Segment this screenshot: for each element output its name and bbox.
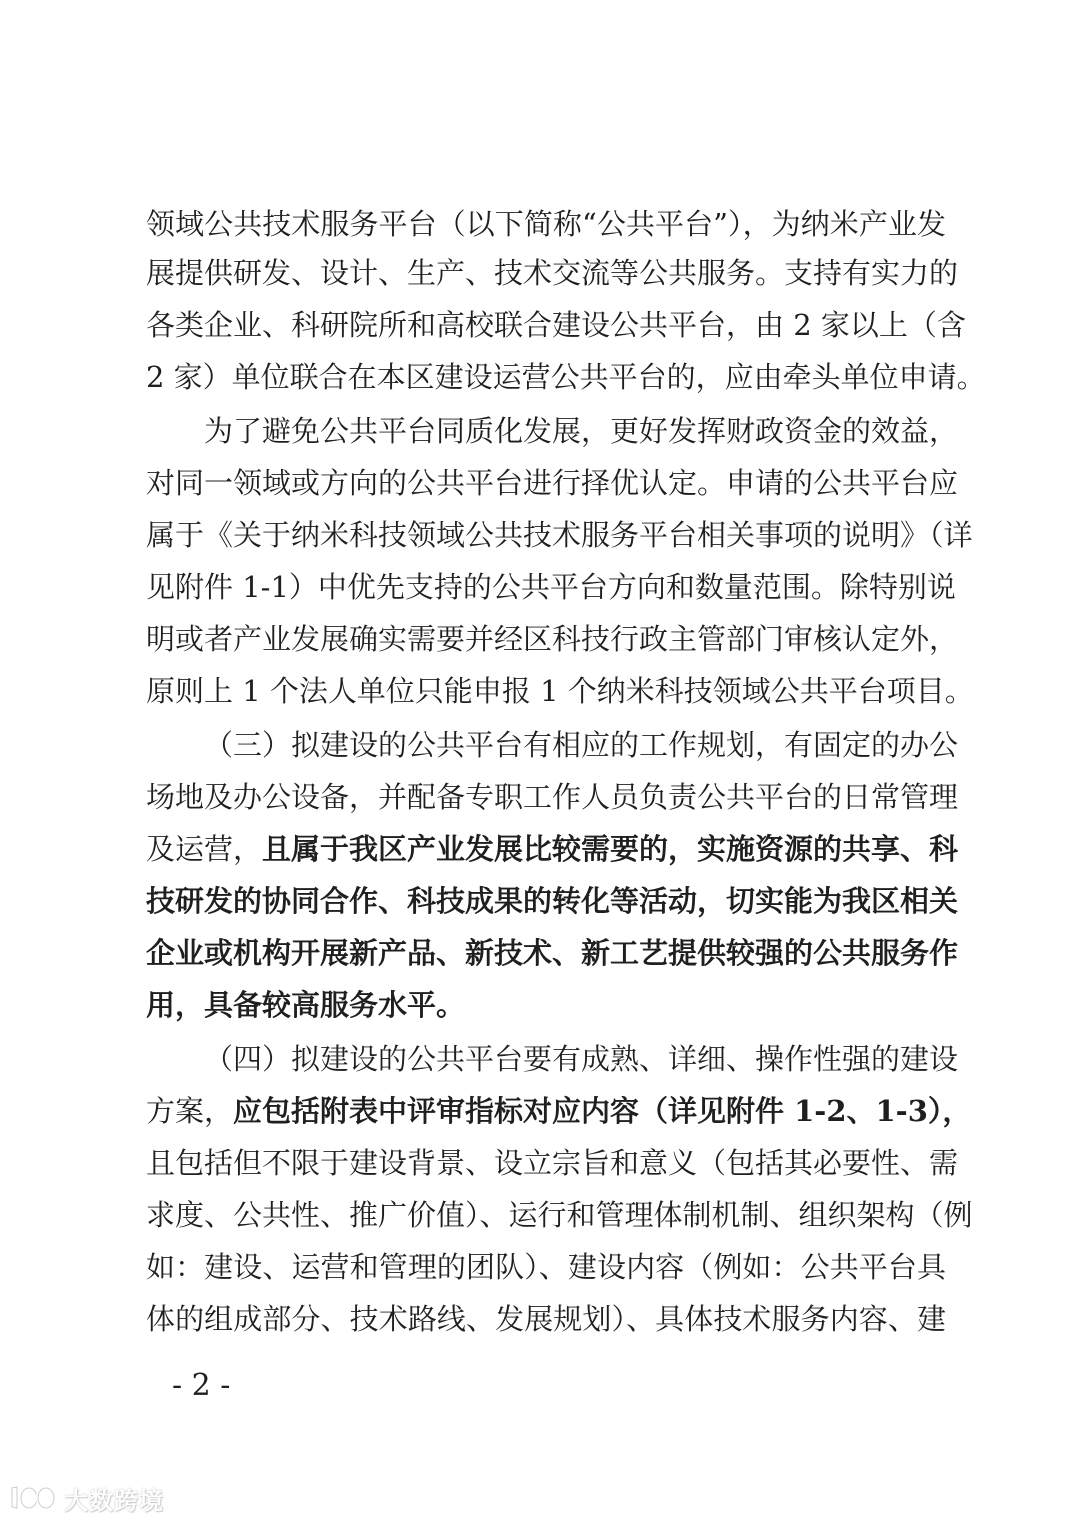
watermark (8, 1480, 164, 1516)
section-3-line-1: （三）拟建设的公共平台有相应的工作规划，有固定的办公 (204, 728, 959, 762)
paragraph-2-line-5: 明或者产业发展确实需要并经区科技行政主管部门审核认定外， (146, 622, 959, 656)
section-3-line-2: 场地及办公设备，并配备专职工作人员负责公共平台的日常管理 (146, 780, 959, 814)
paragraph-2-line-4: 见附件 1-1）中优先支持的公共平台方向和数量范围。除特别说 (146, 570, 956, 604)
section-3-line-6: 用，具备较高服务水平。 (146, 988, 466, 1022)
section-4-line-1: （四）拟建设的公共平台要有成熟、详细、操作性强的建设 (204, 1042, 959, 1076)
body-line-2: 展提供研发、设计、生产、技术交流等公共服务。支持有实力的 (146, 256, 959, 290)
section-4-line-5: 如：建设、运营和管理的团队）、建设内容（例如：公共平台具 (146, 1250, 946, 1284)
watermark-logo-icon (8, 1483, 58, 1513)
section-3-line-4: 技研发的协同合作、科技成果的转化等活动，切实能为我区相关 (146, 884, 959, 918)
section-3-line-5: 企业或机构开展新产品、新技术、新工艺提供较强的公共服务作 (146, 936, 959, 970)
section-4-line-2 (146, 1091, 972, 1131)
section-4-line-6: 体的组成部分、技术路线、发展规划）、具体技术服务内容、建 (146, 1302, 946, 1336)
section-4-line-4: 求度、公共性、推广价值）、运行和管理体制机制、组织架构（例 (146, 1198, 973, 1232)
section-4-line-2-normal: 方案， (146, 1094, 234, 1128)
section-4-line-2-bold: 应包括附表中评审指标对应内容（详见附件 1-2、1-3）， (233, 1094, 972, 1128)
section-3-line-3 (146, 829, 959, 869)
section-4-line-3: 且包括但不限于建设背景、设立宗旨和意义（包括其必要性、需 (146, 1146, 959, 1180)
paragraph-2-line-2: 对同一领域或方向的公共平台进行择优认定。申请的公共平台应 (146, 466, 959, 500)
section-3-line-3-bold: 且属于我区产业发展比较需要的，实施资源的共享、科 (262, 832, 959, 866)
paragraph-2-line-1: 为了避免公共平台同质化发展，更好发挥财政资金的效益， (204, 414, 959, 448)
page-number: - 2 - (172, 1368, 231, 1403)
body-line-4: 2 家）单位联合在本区建设运营公共平台的，应由牵头单位申请。 (146, 360, 986, 394)
section-3-line-3-normal: 及运营， (146, 832, 263, 866)
paragraph-2-line-6: 原则上 1 个法人单位只能申报 1 个纳米科技领域公共平台项目。 (146, 674, 974, 708)
body-line-1: 领域公共技术服务平台（以下简称“公共平台”），为纳米产业发 (146, 207, 946, 241)
paragraph-2-line-3: 属于《关于纳米科技领域公共技术服务平台相关事项的说明》（详 (146, 518, 973, 552)
watermark-text: 大数跨境 (64, 1486, 164, 1515)
body-line-3: 各类企业、科研院所和高校联合建设公共平台，由 2 家以上（含 (146, 308, 966, 342)
